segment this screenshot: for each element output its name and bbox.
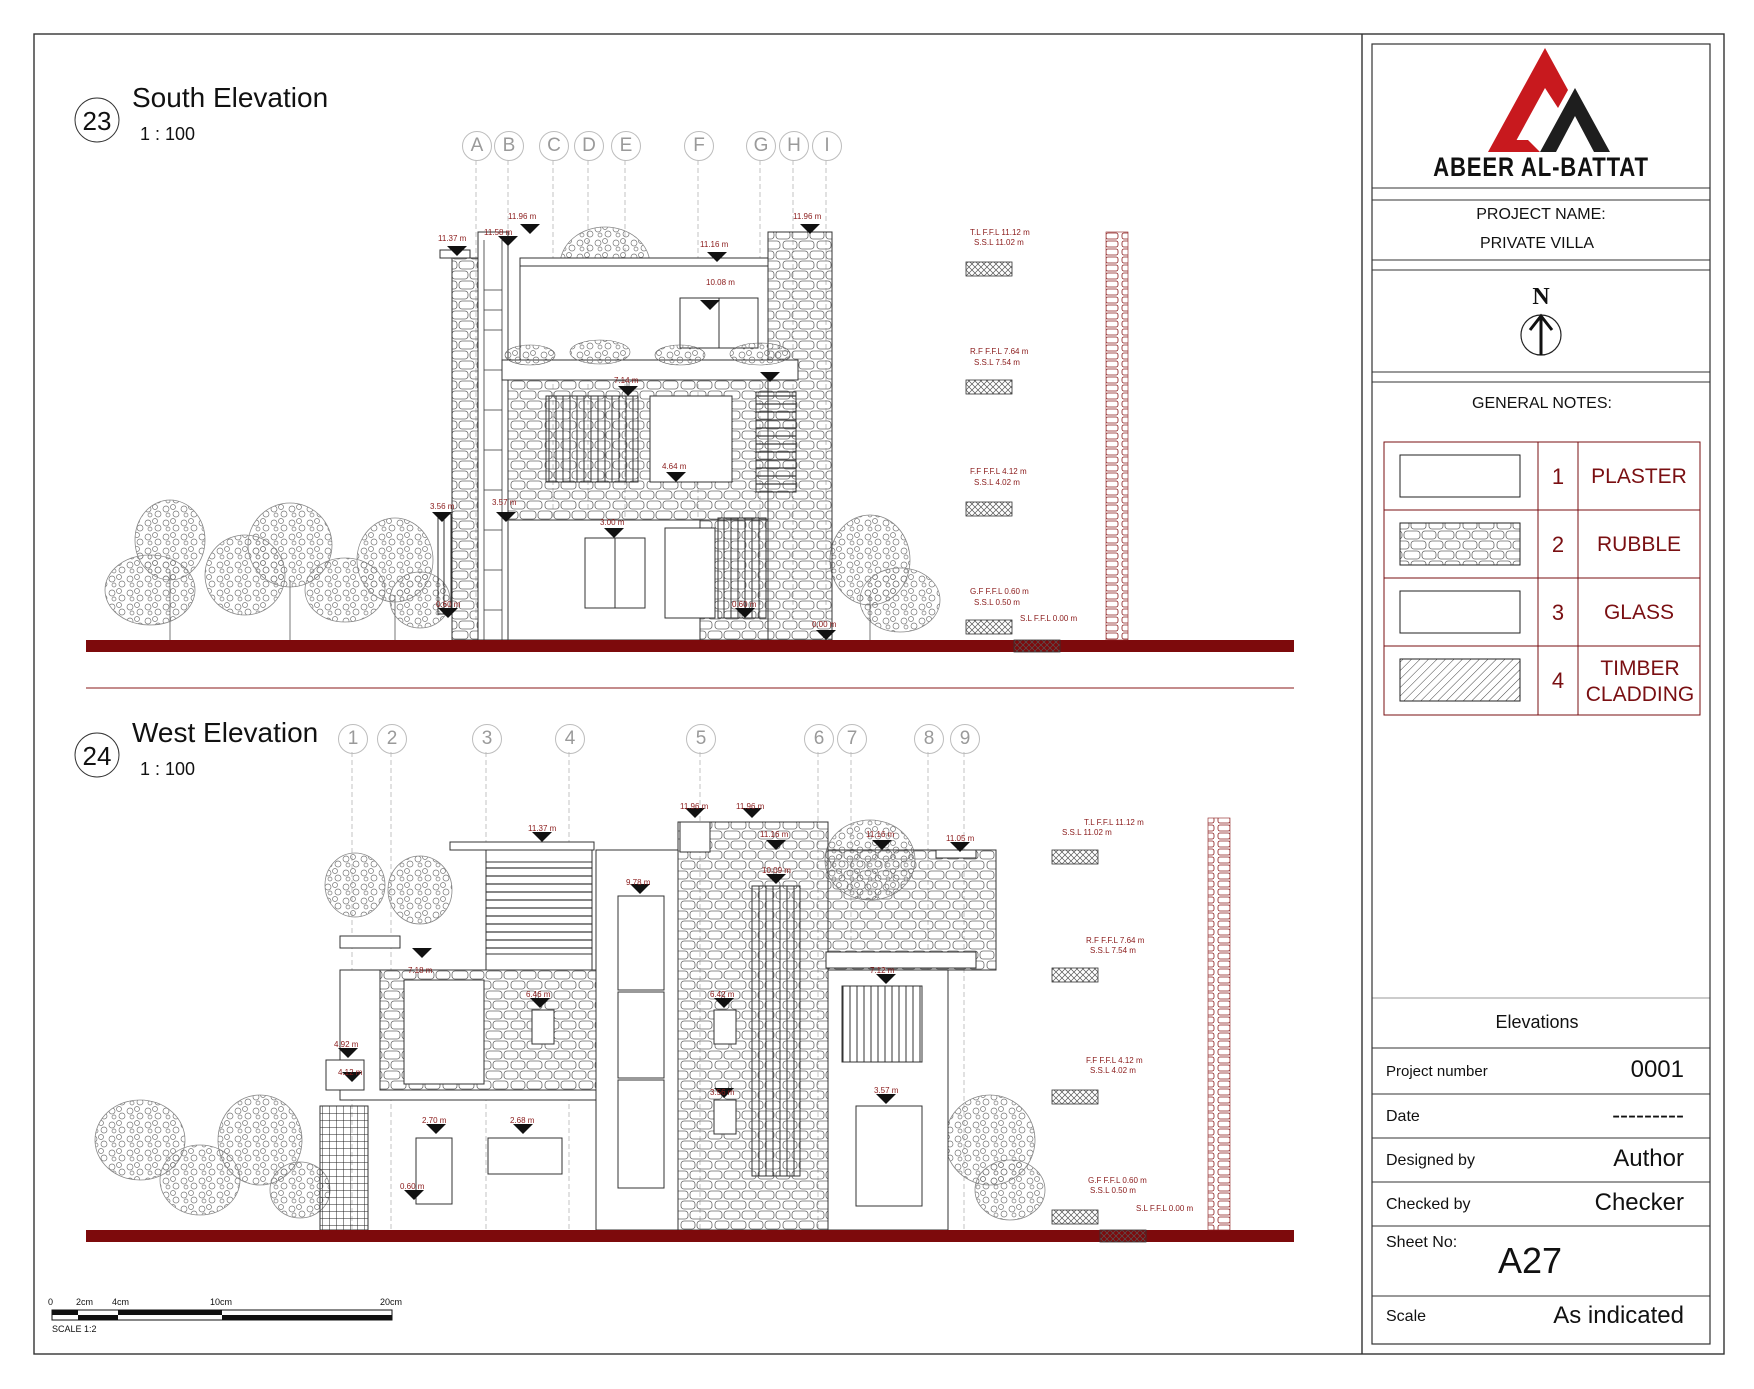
scale-tick: 20cm <box>380 1297 403 1307</box>
level-label: S.S.L 0.50 m <box>974 598 1020 607</box>
height-tag: 7.14 m <box>614 376 639 385</box>
level-label: S.S.L 4.02 m <box>974 478 1020 487</box>
height-tag: 11.37 m <box>528 824 557 833</box>
date-label: Date <box>1386 1108 1420 1125</box>
grid-bubble: A <box>462 131 492 161</box>
height-tag: 9.78 m <box>626 878 651 887</box>
site-level-label: S.L F.F.L 0.00 m <box>1020 614 1078 623</box>
level-label: R.F F.F.L 7.64 m <box>1086 936 1145 945</box>
legend-num: 1 <box>1551 464 1565 489</box>
checked-by-label: Checked by <box>1386 1196 1471 1213</box>
height-tag: 7.18 m <box>408 966 433 975</box>
height-tag: 11.96 m <box>793 212 822 221</box>
grid-bubble: E <box>611 131 641 161</box>
level-label: S.S.L 11.02 m <box>1062 828 1112 837</box>
height-tag: 2.68 m <box>510 1116 535 1125</box>
legend-name: GLASS <box>1603 601 1675 624</box>
height-tag: 6.46 m <box>526 990 551 999</box>
level-label: T.L F.F.L 11.12 m <box>970 228 1030 237</box>
sheet-title: Elevations <box>1495 1012 1579 1032</box>
view-23-number: 23 <box>82 106 112 136</box>
legend-num: 4 <box>1551 668 1565 693</box>
level-label: F.F F.F.L 4.12 m <box>970 467 1027 476</box>
legend-name: PLASTER <box>1591 465 1687 488</box>
scale-label: Scale <box>1386 1308 1427 1325</box>
project-number: 0001 <box>1630 1056 1684 1083</box>
height-tag: 11.58 m <box>484 228 513 237</box>
project-number-label: Project number <box>1386 1063 1488 1080</box>
level-label: S.S.L 0.50 m <box>1090 1186 1136 1195</box>
view-24-scale: 1 : 100 <box>140 759 196 779</box>
legend-name: RUBBLE <box>1596 533 1682 556</box>
legend-name: TIMBER CLADDING <box>1585 657 1695 706</box>
grid-bubble: 5 <box>686 724 716 754</box>
grid-bubble: I <box>812 131 842 161</box>
plaster-swatch <box>1400 455 1520 497</box>
project-name-label: PROJECT NAME: <box>1476 206 1606 223</box>
level-label: G.F F.F.L 0.60 m <box>970 587 1029 596</box>
height-tag: 7.12 m <box>870 966 895 975</box>
level-label: S.S.L 4.02 m <box>1090 1066 1136 1075</box>
grid-bubble: 3 <box>472 724 502 754</box>
height-tag: 0.60 m <box>732 600 757 609</box>
grid-bubble: 2 <box>377 724 407 754</box>
scale-tick: 10cm <box>210 1297 233 1307</box>
height-tag: 0.60 m <box>436 600 461 609</box>
timber-swatch <box>1400 659 1520 701</box>
height-tag: 3.00 m <box>600 518 625 527</box>
grid-bubble: 9 <box>950 724 980 754</box>
height-tag: 3.57 m <box>874 1086 899 1095</box>
height-tag: 3.56 m <box>710 1088 735 1097</box>
scale-value: As indicated <box>1553 1302 1684 1329</box>
grid-bubble: F <box>684 131 714 161</box>
height-tag: 11.16 m <box>760 830 789 839</box>
south-ground-line <box>86 640 1294 652</box>
north-arrow-icon <box>1521 315 1561 355</box>
height-tag: 0.00 m <box>812 620 837 629</box>
grid-bubble: C <box>539 131 569 161</box>
height-tag: 10.08 m <box>706 278 735 287</box>
logo-text: ABEER AL-BATTAT <box>1433 152 1649 182</box>
scale-tick: 0 <box>48 1297 54 1307</box>
height-tag: 3.56 m <box>430 502 455 511</box>
height-tag: 11.96 m <box>508 212 537 221</box>
level-label: G.F F.F.L 0.60 m <box>1088 1176 1147 1185</box>
north-label: N <box>1532 284 1550 310</box>
glass-swatch <box>1400 591 1520 633</box>
grid-bubble: 6 <box>804 724 834 754</box>
height-tag: 4.92 m <box>334 1040 359 1049</box>
grid-bubble: H <box>779 131 809 161</box>
sheet-no: A27 <box>1498 1240 1563 1281</box>
designed-by-label: Designed by <box>1386 1152 1475 1169</box>
height-tag: 11.16 m <box>866 830 895 839</box>
legend-num: 3 <box>1551 600 1565 625</box>
grid-bubble: 8 <box>914 724 944 754</box>
height-tag: 11.16 m <box>700 240 729 249</box>
height-tag: 10.09 m <box>762 866 791 875</box>
scale-tick: 2cm <box>76 1297 94 1307</box>
height-tag: 11.05 m <box>946 834 975 843</box>
view-24-number: 24 <box>82 741 112 771</box>
scale-bar <box>52 1310 392 1320</box>
scale-caption: SCALE 1:2 <box>52 1324 97 1334</box>
checked-by: Checker <box>1594 1189 1684 1216</box>
south-elevation-drawing <box>86 160 1294 652</box>
height-tag: 4.64 m <box>662 462 687 471</box>
height-tag: 0.60 m <box>400 1182 425 1191</box>
height-tag: 3.57 m <box>492 498 517 507</box>
site-level-label: S.L F.F.L 0.00 m <box>1136 1204 1194 1213</box>
level-label: T.L F.F.L 11.12 m <box>1084 818 1144 827</box>
level-label: S.S.L 7.54 m <box>1090 946 1136 955</box>
grid-bubble: 7 <box>837 724 867 754</box>
rubble-swatch <box>1400 523 1520 565</box>
scale-tick: 4cm <box>112 1297 130 1307</box>
general-notes-title: GENERAL NOTES: <box>1472 395 1612 412</box>
grid-bubble: G <box>746 131 776 161</box>
level-label: S.S.L 7.54 m <box>974 358 1020 367</box>
level-label: S.S.L 11.02 m <box>974 238 1024 247</box>
height-tag: 11.37 m <box>438 234 467 243</box>
height-tag: 11.96 m <box>680 802 709 811</box>
height-tag: 2.70 m <box>422 1116 447 1125</box>
sheet-no-label: Sheet No: <box>1386 1234 1458 1251</box>
grid-bubble: 1 <box>338 724 368 754</box>
grid-bubble: D <box>574 131 604 161</box>
level-label: R.F F.F.L 7.64 m <box>970 347 1029 356</box>
legend-num: 2 <box>1551 532 1565 557</box>
height-tag: 4.12 m <box>338 1068 363 1077</box>
view-24-title: West Elevation <box>132 717 319 748</box>
height-tag: 6.42 m <box>710 990 735 999</box>
grid-bubble: 4 <box>555 724 585 754</box>
company-logo <box>1488 48 1610 152</box>
project-name: PRIVATE VILLA <box>1479 235 1595 252</box>
date-value: --------- <box>1612 1102 1684 1129</box>
view-23-scale: 1 : 100 <box>140 124 196 144</box>
view-23-title: South Elevation <box>132 82 329 113</box>
designed-by: Author <box>1613 1145 1684 1172</box>
level-label: F.F F.F.L 4.12 m <box>1086 1056 1143 1065</box>
height-tag: 11.96 m <box>736 802 765 811</box>
grid-bubble: B <box>494 131 524 161</box>
